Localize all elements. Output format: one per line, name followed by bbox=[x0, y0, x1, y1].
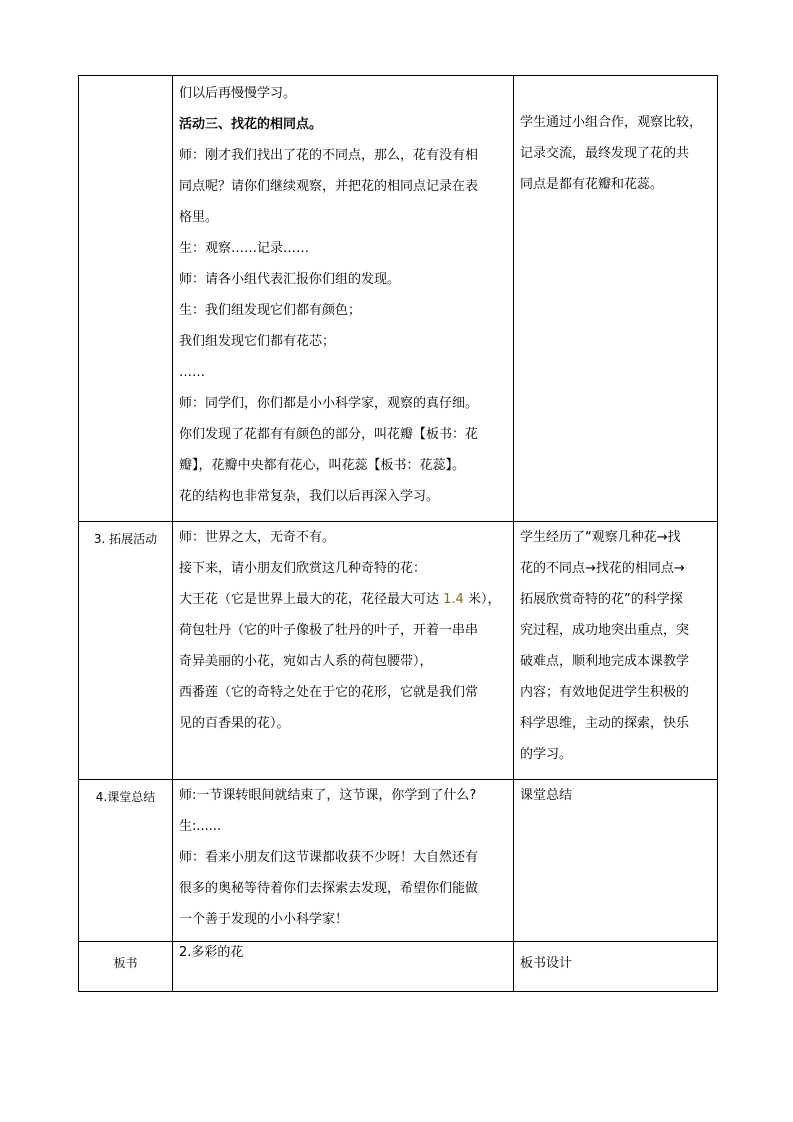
content-cell bbox=[173, 522, 514, 780]
content-line: 见的百香果的花）。 bbox=[179, 716, 290, 731]
content-line: 们以后再慢慢学习。 bbox=[179, 86, 297, 101]
note-line bbox=[520, 76, 717, 107]
content-line: 生:...... bbox=[179, 819, 222, 834]
content-line: 花的结构也非常复杂，我们以后再深入学习。 bbox=[179, 489, 440, 504]
note-line: 学生经历了“观察几种花→找 bbox=[520, 530, 681, 545]
activity-heading: 活动三、找花的相同点。 bbox=[179, 117, 323, 132]
content-line: 师：世界之大，无奇不有。 bbox=[179, 530, 336, 545]
content-line: 生：我们组发现它们都有颜色； bbox=[179, 303, 362, 318]
content-line: 生：观察……记录…… bbox=[179, 241, 310, 256]
board-title: 2.多彩的花 bbox=[179, 945, 244, 960]
note-line: 内容；有效地促进学生积极的 bbox=[520, 685, 690, 700]
content-line: 一个善于发现的小小科学家！ bbox=[179, 912, 349, 927]
content-line: …… bbox=[179, 365, 205, 380]
note-line: 拓展欣赏奇特的花”的科学探 bbox=[520, 592, 683, 607]
stage-cell: 4.课堂总结 bbox=[79, 780, 173, 942]
note-line: 记录交流，最终发现了花的共 bbox=[520, 146, 690, 161]
content-text: 大王花（它是世界上最大的花，花径最大可达 bbox=[179, 592, 444, 607]
content-line bbox=[179, 584, 513, 615]
content-line: 我们组发现它们都有花芯； bbox=[179, 334, 336, 349]
content-line: 师：请各小组代表汇报你们组的发现。 bbox=[179, 272, 401, 287]
content-cell bbox=[173, 780, 514, 942]
content-cell bbox=[173, 76, 514, 522]
content-line: 你们发现了花都有有颜色的部分，叫花瓣【板书：花 bbox=[179, 427, 479, 442]
table-row bbox=[79, 76, 718, 522]
content-line: 师：同学们，你们都是小小科学家，观察的真仔细。 bbox=[179, 396, 479, 411]
note-cell bbox=[514, 522, 718, 780]
note-cell bbox=[514, 76, 718, 522]
note-cell bbox=[514, 942, 718, 992]
note-line: 同点是都有花瓣和花蕊。 bbox=[520, 177, 664, 192]
note-cell bbox=[514, 780, 718, 942]
stage-cell: 板书 bbox=[79, 942, 173, 992]
note-line: 板书设计 bbox=[520, 956, 573, 971]
content-line: 同点呢？请你们继续观察，并把花的相同点记录在表 bbox=[179, 179, 479, 194]
content-line: 师：刚才我们找出了花的不同点，那么，花有没有相 bbox=[179, 148, 479, 163]
note-line: 学生通过小组合作，观察比较， bbox=[520, 115, 703, 130]
content-line: 荷包牡丹（它的叶子像极了牡丹的叶子，开着一串串 bbox=[179, 623, 479, 638]
note-line: 究过程，成功地突出重点，突 bbox=[520, 623, 690, 638]
table-row bbox=[79, 942, 718, 992]
stage-cell: 3. 拓展活动 bbox=[79, 522, 173, 780]
stage-cell bbox=[79, 76, 173, 522]
content-line: 很多的奥秘等待着你们去探索去发现，希望你们能做 bbox=[179, 881, 479, 896]
lesson-plan-table bbox=[78, 75, 718, 992]
note-line: 花的不同点→找花的相同点→ bbox=[520, 561, 685, 576]
note-line: 破难点，顺利地完成本课教学 bbox=[520, 654, 690, 669]
note-line: 课堂总结 bbox=[520, 788, 573, 803]
table-row bbox=[79, 780, 718, 942]
diameter-number: 1.4 bbox=[443, 592, 464, 607]
content-line: 瓣】，花瓣中央都有花心，叫花蕊【板书：花蕊】。 bbox=[179, 458, 466, 473]
note-line: 的学习。 bbox=[520, 747, 573, 762]
table-row bbox=[79, 522, 718, 780]
content-cell bbox=[173, 942, 514, 992]
content-text: 米）， bbox=[463, 592, 501, 607]
content-line: 奇异美丽的小花，宛如古人系的荷包腰带）， bbox=[179, 654, 433, 669]
content-line: 接下来，请小朋友们欣赏这几种奇特的花： bbox=[179, 561, 427, 576]
content-line: 师：看来小朋友们这节课都收获不少呀！大自然还有 bbox=[179, 850, 479, 865]
content-line: 格里。 bbox=[179, 210, 219, 225]
content-line: 西番莲（它的奇特之处在于它的花形，它就是我们常 bbox=[179, 685, 479, 700]
note-line: 科学思维，主动的探索，快乐 bbox=[520, 716, 690, 731]
content-line: 师:一节课转眼间就结束了，这节课，你学到了什么? bbox=[179, 788, 477, 803]
